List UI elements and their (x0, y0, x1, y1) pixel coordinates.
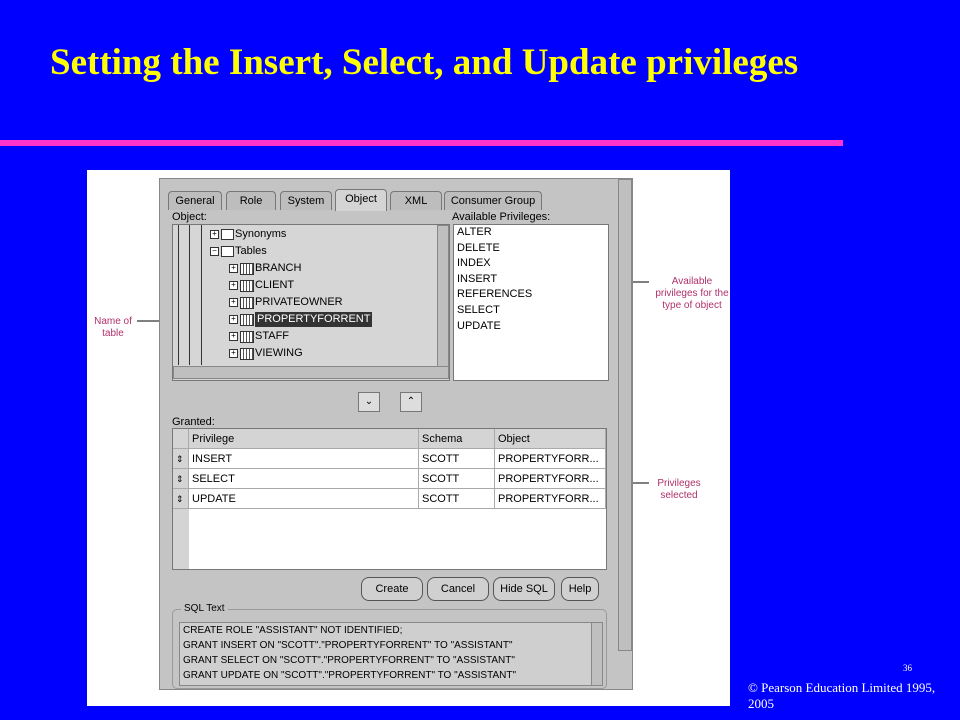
double-chevron-up-icon: ⌃ (406, 396, 416, 407)
cancel-button[interactable]: Cancel (427, 577, 489, 601)
tree-item-viewing[interactable]: + VIEWING (229, 346, 303, 361)
tab-system[interactable]: System (280, 191, 332, 210)
granted-row-schema[interactable]: SCOTT (419, 469, 495, 489)
table-icon (240, 331, 254, 343)
row-grant-option-icon[interactable]: ⇕ (173, 469, 189, 489)
slide-title: Setting the Insert, Select, and Update privileges (50, 42, 799, 83)
tab-role[interactable]: Role (226, 191, 276, 210)
row-grant-option-icon[interactable]: ⇕ (173, 449, 189, 469)
annotation-name-of-table: Name of table (94, 316, 132, 339)
privilege-delete[interactable]: DELETE (457, 241, 500, 254)
granted-row-privilege[interactable]: SELECT (189, 469, 419, 489)
tab-xml[interactable]: XML (390, 191, 442, 210)
page-number: 36 (903, 663, 912, 673)
granted-row-privilege[interactable]: INSERT (189, 449, 419, 469)
object-label: Object: (172, 211, 207, 223)
copyright-notice: © Pearson Education Limited 1995, 2005 (748, 680, 936, 711)
column-header-object[interactable]: Object (495, 429, 606, 449)
granted-row-schema[interactable]: SCOTT (419, 449, 495, 469)
sql-text-area[interactable] (179, 622, 594, 686)
tab-consumer-group[interactable]: Consumer Group (444, 191, 542, 210)
object-tree[interactable] (172, 224, 450, 381)
granted-row-privilege[interactable]: UPDATE (189, 489, 419, 509)
dialog-vertical-scrollbar[interactable] (618, 179, 632, 651)
folder-icon (221, 229, 234, 240)
help-button[interactable]: Help (561, 577, 599, 601)
sql-line: GRANT UPDATE ON "SCOTT"."PROPERTYFORRENT" TO "ASSISTANT" (183, 670, 517, 681)
grant-down-button[interactable] (358, 392, 380, 412)
privilege-index[interactable]: INDEX (457, 257, 491, 270)
granted-row-object[interactable]: PROPERTYFORR... (495, 469, 606, 489)
granted-row-object[interactable]: PROPERTYFORR... (495, 489, 606, 509)
available-privileges-label: Available Privileges: (452, 211, 551, 223)
available-privileges-list[interactable] (453, 224, 609, 381)
create-button[interactable]: Create (361, 577, 423, 601)
annotation-available-privileges: Available privileges for the type of object (655, 276, 729, 311)
tab-general[interactable]: General (168, 191, 222, 210)
tree-item-branch[interactable]: + BRANCH (229, 261, 301, 276)
column-header-privilege[interactable]: Privilege (189, 429, 419, 449)
annotation-privileges-selected: Privileges selected (657, 478, 701, 501)
row-grant-option-icon[interactable]: ⇕ (173, 489, 189, 509)
column-header-schema[interactable]: Schema (419, 429, 495, 449)
table-icon (240, 348, 254, 360)
sql-line: GRANT INSERT ON "SCOTT"."PROPERTYFORRENT" TO "ASSISTANT" (183, 640, 513, 651)
role-privileges-dialog (159, 178, 633, 690)
tree-vertical-scrollbar[interactable] (437, 225, 449, 367)
folder-icon (221, 246, 234, 257)
hide-sql-button[interactable]: Hide SQL (493, 577, 555, 601)
table-icon (240, 297, 254, 309)
table-icon (240, 314, 254, 326)
table-icon (240, 263, 254, 275)
double-chevron-down-icon: ⌄ (364, 396, 374, 407)
tree-item-tables[interactable]: − Tables (210, 244, 267, 259)
sql-line: CREATE ROLE "ASSISTANT" NOT IDENTIFIED; (183, 625, 403, 636)
screenshot-figure (87, 170, 730, 706)
revoke-up-button[interactable] (400, 392, 422, 412)
sql-vertical-scrollbar[interactable] (591, 622, 603, 686)
tree-horizontal-scrollbar[interactable] (173, 366, 449, 379)
tree-item-client[interactable]: + CLIENT (229, 278, 294, 293)
granted-table (172, 428, 607, 570)
tree-item-privateowner[interactable]: + PRIVATEOWNER (229, 295, 343, 310)
privilege-insert[interactable]: INSERT (457, 272, 498, 285)
tab-object[interactable]: Object (335, 189, 387, 211)
sql-text-label: SQL Text (181, 603, 228, 614)
sql-line: GRANT SELECT ON "SCOTT"."PROPERTYFORRENT" TO "ASSISTANT" (183, 655, 515, 666)
privilege-update[interactable]: UPDATE (457, 319, 501, 332)
title-divider (0, 140, 843, 146)
privilege-alter[interactable]: ALTER (457, 226, 492, 238)
tree-item-staff[interactable]: + STAFF (229, 329, 289, 344)
granted-row-object[interactable]: PROPERTYFORR... (495, 449, 606, 469)
privilege-select[interactable]: SELECT (457, 303, 500, 316)
table-icon (240, 280, 254, 292)
tree-item-synonyms[interactable]: + Synonyms (210, 227, 286, 242)
privilege-references[interactable]: REFERENCES (457, 288, 533, 301)
sql-text-group (172, 603, 607, 689)
granted-label: Granted: (172, 416, 215, 428)
granted-row-schema[interactable]: SCOTT (419, 489, 495, 509)
tree-item-propertyforrent[interactable]: + PROPERTYFORRENT (229, 312, 372, 327)
